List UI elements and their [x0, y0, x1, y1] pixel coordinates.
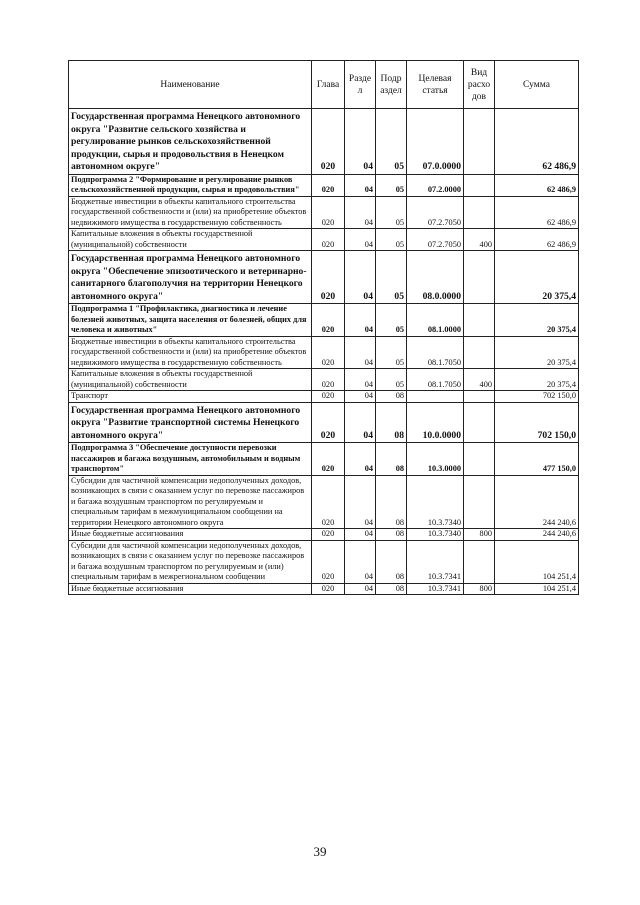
- cell-sum: 62 486,9: [495, 229, 579, 251]
- cell-sum: 477 150,0: [495, 443, 579, 476]
- table-row: [69, 369, 579, 391]
- cell-subsection: 08: [376, 443, 407, 476]
- cell-subsection: 08: [376, 583, 407, 595]
- cell-exp-type: [464, 540, 495, 583]
- cell-chapter: 020: [312, 402, 345, 443]
- page-number: 39: [313, 844, 327, 859]
- cell-subsection: 05: [376, 251, 407, 304]
- cell-target: 08.1.7050: [407, 369, 464, 391]
- cell-target: 07.2.7050: [407, 196, 464, 229]
- cell-exp-type: [464, 251, 495, 304]
- cell-sum: 20 375,4: [495, 336, 579, 369]
- cell-exp-type: [464, 109, 495, 175]
- cell-subsection: 05: [376, 174, 407, 196]
- cell-target: 10.3.7340: [407, 529, 464, 541]
- header-sum: Сумма: [495, 61, 579, 109]
- cell-exp-type: 800: [464, 583, 495, 595]
- cell-name: Субсидии для частичной компенсации недополученных доходов, возникающих в связи с оказанием услуг по перевозке пассажиров и багажа воздушным транспортом по регулируемым и специальным тарифам в межмуниципальном сообщении на территории Ненецкого автономного округа: [69, 475, 312, 529]
- cell-sum: 702 150,0: [495, 391, 579, 403]
- cell-chapter: 020: [312, 196, 345, 229]
- cell-subsection: 05: [376, 336, 407, 369]
- cell-section: 04: [345, 336, 376, 369]
- table-row: [69, 336, 579, 369]
- cell-section: 04: [345, 402, 376, 443]
- header-name: Наименование: [69, 61, 312, 109]
- cell-section: 04: [345, 369, 376, 391]
- cell-chapter: 020: [312, 391, 345, 403]
- cell-chapter: 020: [312, 369, 345, 391]
- cell-name: Государственная программа Ненецкого автономного округа "Развитие сельского хозяйства и регулирование рынков сельскохозяйственной продукции, сырья и продовольствия в Ненецком автономном округе": [69, 109, 312, 175]
- cell-sum: 62 486,9: [495, 196, 579, 229]
- cell-exp-type: [464, 304, 495, 337]
- table-row: [69, 174, 579, 196]
- cell-subsection: 08: [376, 475, 407, 529]
- cell-target: 08.0.0000: [407, 251, 464, 304]
- table-row: [69, 443, 579, 476]
- cell-name: Бюджетные инвестиции в объекты капитального строительства государственной собственности и (или) на приобретение объектов недвижимого имущества в государственную собственность: [69, 336, 312, 369]
- cell-chapter: 020: [312, 475, 345, 529]
- cell-subsection: 08: [376, 402, 407, 443]
- cell-name: Подпрограмма 3 "Обеспечение доступности перевозки пассажиров и багажа воздушным, автомобильным и водным транспортом": [69, 443, 312, 476]
- cell-subsection: 08: [376, 529, 407, 541]
- cell-sum: 702 150,0: [495, 402, 579, 443]
- cell-sum: 20 375,4: [495, 251, 579, 304]
- cell-exp-type: [464, 336, 495, 369]
- cell-name: Иные бюджетные ассигнования: [69, 529, 312, 541]
- cell-exp-type: 400: [464, 369, 495, 391]
- cell-subsection: 08: [376, 540, 407, 583]
- cell-sum: 20 375,4: [495, 304, 579, 337]
- table-row: [69, 251, 579, 304]
- header-chapter: Глава: [312, 61, 345, 109]
- cell-target: [407, 391, 464, 403]
- table-row: [69, 304, 579, 337]
- cell-target: 07.0.0000: [407, 109, 464, 175]
- cell-name: Транспорт: [69, 391, 312, 403]
- cell-exp-type: [464, 402, 495, 443]
- cell-subsection: 08: [376, 391, 407, 403]
- cell-target: 08.1.0000: [407, 304, 464, 337]
- cell-section: 04: [345, 304, 376, 337]
- cell-subsection: 05: [376, 196, 407, 229]
- table-row: [69, 109, 579, 175]
- cell-section: 04: [345, 196, 376, 229]
- cell-section: 04: [345, 229, 376, 251]
- cell-chapter: 020: [312, 529, 345, 541]
- cell-exp-type: 800: [464, 529, 495, 541]
- header-section: Разде л: [345, 61, 376, 109]
- cell-target: 10.3.7340: [407, 475, 464, 529]
- cell-exp-type: [464, 443, 495, 476]
- cell-name: Иные бюджетные ассигнования: [69, 583, 312, 595]
- cell-name: Капитальные вложения в объекты государственной (муниципальной) собственности: [69, 229, 312, 251]
- table-row: [69, 402, 579, 443]
- cell-name: Бюджетные инвестиции в объекты капитального строительства государственной собственности и (или) на приобретение объектов недвижимого имущества в государственную собственность: [69, 196, 312, 229]
- table-row: [69, 583, 579, 595]
- cell-name: Капитальные вложения в объекты государственной (муниципальной) собственности: [69, 369, 312, 391]
- cell-target: 07.2.7050: [407, 229, 464, 251]
- header-subsection: Подр аздел: [376, 61, 407, 109]
- cell-target: 10.0.0000: [407, 402, 464, 443]
- cell-sum: 20 375,4: [495, 369, 579, 391]
- cell-section: 04: [345, 475, 376, 529]
- cell-target: 08.1.7050: [407, 336, 464, 369]
- cell-subsection: 05: [376, 229, 407, 251]
- cell-sum: 62 486,9: [495, 174, 579, 196]
- cell-subsection: 05: [376, 304, 407, 337]
- cell-chapter: 020: [312, 336, 345, 369]
- cell-section: 04: [345, 540, 376, 583]
- table-row: [69, 229, 579, 251]
- cell-section: 04: [345, 174, 376, 196]
- cell-sum: 244 240,6: [495, 475, 579, 529]
- cell-name: Подпрограмма 1 "Профилактика, диагностика и лечение болезней животных, защита населения от болезней, общих для человека и животных": [69, 304, 312, 337]
- cell-section: 04: [345, 443, 376, 476]
- cell-exp-type: [464, 174, 495, 196]
- cell-chapter: 020: [312, 540, 345, 583]
- cell-sum: 104 251,4: [495, 540, 579, 583]
- cell-exp-type: [464, 391, 495, 403]
- header-exp-type: Вид расхо дов: [464, 61, 495, 109]
- table-row: [69, 529, 579, 541]
- table-header-row: [69, 61, 579, 109]
- cell-chapter: 020: [312, 583, 345, 595]
- cell-chapter: 020: [312, 304, 345, 337]
- table-row: [69, 540, 579, 583]
- cell-chapter: 020: [312, 174, 345, 196]
- cell-name: Подпрограмма 2 "Формирование и регулирование рынков сельскохозяйственной продукции, сырья и продовольствия": [69, 174, 312, 196]
- cell-target: 10.3.0000: [407, 443, 464, 476]
- table-row: [69, 475, 579, 529]
- table-row: [69, 391, 579, 403]
- cell-chapter: 020: [312, 109, 345, 175]
- header-target: Целевая статья: [407, 61, 464, 109]
- cell-name: Государственная программа Ненецкого автономного округа "Обеспечение эпизоотического и ветеринарно-санитарного благополучия на территории Ненецкого автономного округа": [69, 251, 312, 304]
- cell-sum: 244 240,6: [495, 529, 579, 541]
- cell-sum: 104 251,4: [495, 583, 579, 595]
- cell-subsection: 05: [376, 369, 407, 391]
- cell-target: 10.3.7341: [407, 540, 464, 583]
- budget-table: [68, 60, 579, 595]
- cell-chapter: 020: [312, 251, 345, 304]
- cell-subsection: 05: [376, 109, 407, 175]
- cell-name: Субсидии для частичной компенсации недополученных доходов, возникающих в связи с оказанием услуг по перевозке пассажиров и багажа воздушным транспортом по регулируемым и (или) специальным тарифам в межрегиональном сообщении: [69, 540, 312, 583]
- cell-exp-type: [464, 196, 495, 229]
- cell-target: 07.2.0000: [407, 174, 464, 196]
- cell-section: 04: [345, 251, 376, 304]
- cell-sum: 62 486,9: [495, 109, 579, 175]
- cell-target: 10.3.7341: [407, 583, 464, 595]
- cell-chapter: 020: [312, 443, 345, 476]
- cell-chapter: 020: [312, 229, 345, 251]
- cell-section: 04: [345, 529, 376, 541]
- table-row: [69, 196, 579, 229]
- cell-section: 04: [345, 391, 376, 403]
- cell-name: Государственная программа Ненецкого автономного округа "Развитие транспортной системы Ненецкого автономного округа": [69, 402, 312, 443]
- cell-section: 04: [345, 109, 376, 175]
- cell-exp-type: [464, 475, 495, 529]
- cell-exp-type: 400: [464, 229, 495, 251]
- cell-section: 04: [345, 583, 376, 595]
